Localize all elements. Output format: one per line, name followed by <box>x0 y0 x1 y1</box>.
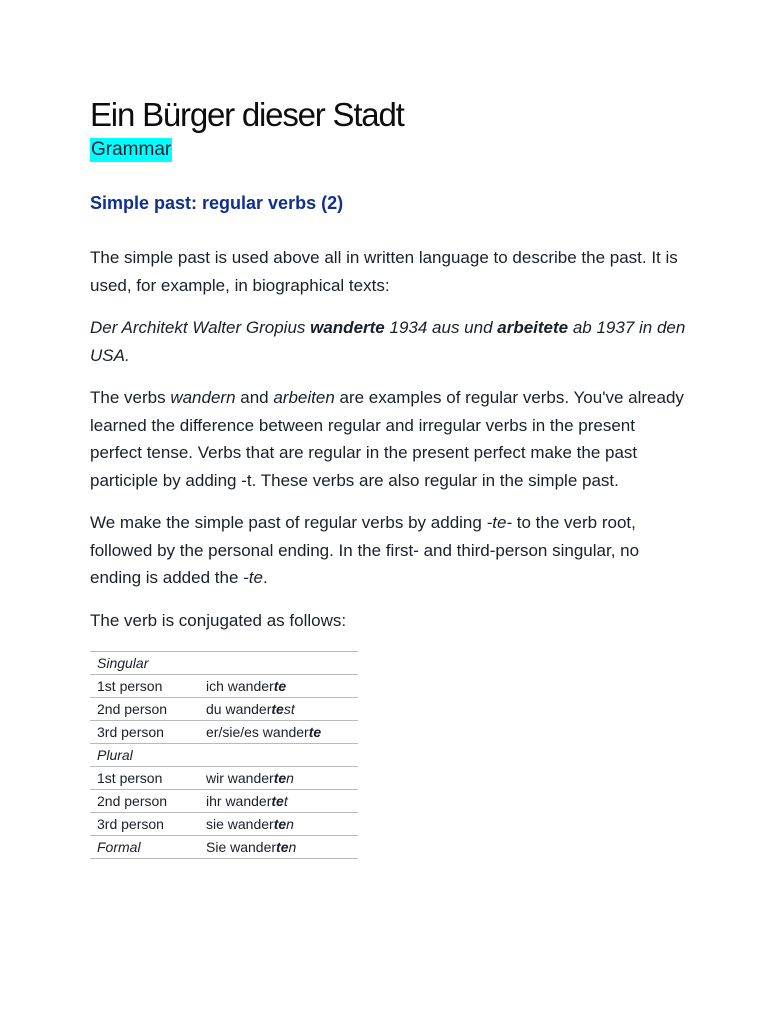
suffix-te-infix: -te- <box>486 513 513 532</box>
table-row <box>90 721 358 744</box>
verb-stem: du wander <box>206 701 272 717</box>
verb-stem: er/sie/es wander <box>206 724 309 740</box>
para3-part-2: and <box>235 388 274 407</box>
person-label: 1st person <box>90 675 199 698</box>
past-marker-te: te <box>276 839 289 855</box>
table-row <box>90 767 358 790</box>
person-label: 3rd person <box>90 721 199 744</box>
example-sentence <box>90 314 690 369</box>
personal-ending: st <box>283 701 295 717</box>
personal-ending: n <box>288 839 297 855</box>
verb-form <box>199 813 358 836</box>
verb-stem: ihr wander <box>206 793 272 809</box>
verb-form <box>199 744 358 767</box>
past-marker-te: te <box>273 770 287 786</box>
personal-ending: n <box>286 816 294 832</box>
table-row <box>90 790 358 813</box>
verb-stem: Sie wander <box>206 839 277 855</box>
verb-form <box>199 721 358 744</box>
table-row <box>90 698 358 721</box>
person-label: 2nd person <box>90 790 199 813</box>
person-label: Formal <box>90 836 199 859</box>
intro-paragraph: The simple past is used above all in written language to describe the past. It is used, for example, in biographical texts: <box>90 248 678 295</box>
past-marker-te: te <box>271 701 284 717</box>
table-row <box>90 836 358 859</box>
past-marker-te: te <box>271 793 284 809</box>
person-label: 1st person <box>90 767 199 790</box>
section-heading: Simple past: regular verbs (2) <box>90 193 344 213</box>
personal-ending: t <box>283 793 288 809</box>
example-verb-arbeitete: arbeitete <box>497 318 569 337</box>
example-part-3: ab 1937 in den USA. <box>90 318 686 365</box>
person-label: Plural <box>90 744 199 767</box>
table-row <box>90 813 358 836</box>
example-part-1: Der Architekt Walter Gropius <box>90 318 311 337</box>
verb-stem: ich wander <box>206 678 274 694</box>
past-marker-te: te <box>273 816 287 832</box>
document-page <box>90 94 690 859</box>
conjugation-table <box>90 651 358 859</box>
para4-part-3: . <box>262 568 268 587</box>
person-label: 3rd person <box>90 813 199 836</box>
verb-form <box>199 790 358 813</box>
suffix-te: -te <box>243 568 263 587</box>
verb-form <box>199 836 358 859</box>
para3-part-3: are examples of regular verbs. You've already learned the difference between regular and irregular verbs in the present perfect tense. Verbs that are regular in the present perfect make the past participle by adding -t. These verbs are also regular in the simple past. <box>90 388 684 490</box>
example-verb-wanderte: wanderte <box>310 318 385 337</box>
past-marker-te: te <box>308 724 322 740</box>
page-title: Ein Bürger dieser Stadt <box>90 96 404 133</box>
para4-part-1: We make the simple past of regular verbs by adding <box>90 513 487 532</box>
word-wandern: wandern <box>170 388 236 407</box>
word-arbeiten: arbeiten <box>273 388 335 407</box>
person-label: 2nd person <box>90 698 199 721</box>
person-label: Singular <box>90 652 199 675</box>
table-row <box>90 744 358 767</box>
table-row <box>90 652 358 675</box>
personal-ending: n <box>286 770 294 786</box>
verb-stem: sie wander <box>206 816 274 832</box>
verb-form <box>199 698 358 721</box>
verb-form <box>199 675 358 698</box>
verb-form <box>199 767 358 790</box>
conjugation-intro: The verb is conjugated as follows: <box>90 610 347 630</box>
verb-stem: wir wander <box>206 770 274 786</box>
para4-part-2: to the verb root, followed by the personal ending. In the first- and third-person singular, no ending is added the <box>90 513 640 587</box>
past-marker-te: te <box>273 678 287 694</box>
para3-part-1: The verbs <box>90 388 171 407</box>
grammar-tag: Grammar <box>91 139 172 160</box>
example-part-2: 1934 aus und <box>384 318 498 337</box>
table-row <box>90 675 358 698</box>
formation-paragraph <box>90 509 690 592</box>
verb-form <box>199 652 358 675</box>
conjugation-table-body <box>90 652 358 859</box>
regular-verbs-paragraph <box>90 384 690 494</box>
